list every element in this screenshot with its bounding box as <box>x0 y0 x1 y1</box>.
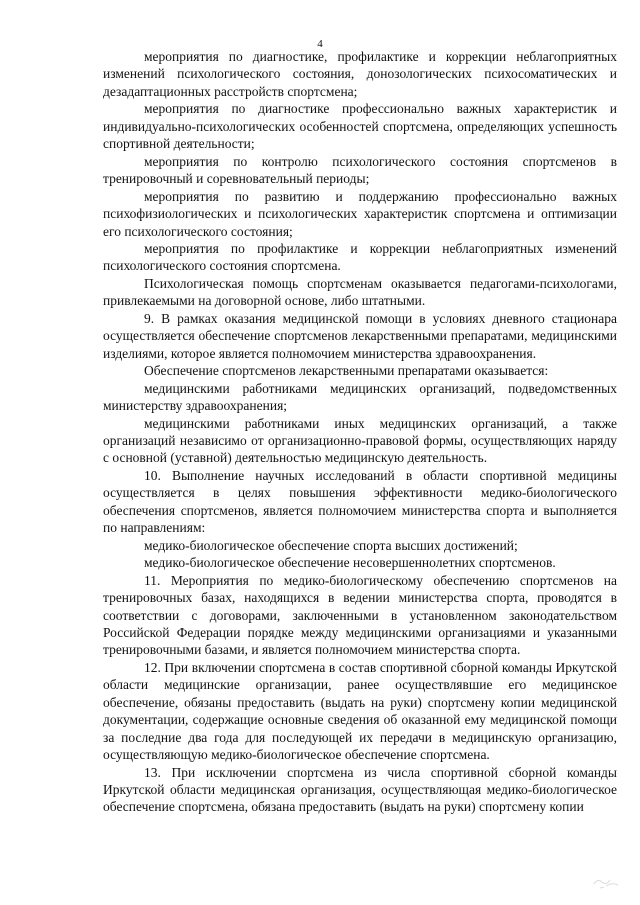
page-number: 4 <box>317 38 323 50</box>
paragraph-section-9: 9. В рамках оказания медицинской помощи в условиях дневного стационара осуществляется обеспечение спортсменов лекарственными препаратами, медицинскими изделиями, которое является полномочием министерства здравоохранения. <box>103 310 617 361</box>
paragraph: мероприятия по развитию и поддержанию профессионально важных психофизиологических и психологических характеристик спортсмена и оптимизации его психологического состояния; <box>103 188 617 239</box>
paragraph-section-13: 13. При исключении спортсмена из числа спортивной сборной команды Иркутской области медицинская организация, осуществляющая медико-биологическое обеспечение спортсмена, обязана предоставить (выдать на руки) спортсмену копии <box>103 764 617 815</box>
paragraph: мероприятия по контролю психологического состояния спортсменов в тренировочный и соревновательный периоды; <box>103 153 617 187</box>
paragraph: мероприятия по диагностике, профилактике и коррекции неблагоприятных изменений психологического состояния, донозологических психосоматических и дезадаптационных расстройств спортсмена; <box>103 49 617 99</box>
document-body <box>103 48 617 816</box>
paragraph: медицинскими работниками медицинских организаций, подведомственных министерству здравоохранения; <box>103 380 617 414</box>
scan-mark <box>592 872 622 890</box>
paragraph: мероприятия по диагностике профессионально важных характеристик и индивидуально-психологических особенностей спортсмена, определяющих успешность спортивной деятельности; <box>103 101 617 152</box>
paragraph-section-12: 12. При включении спортсмена в состав спортивной сборной команды Иркутской области медицинские организации, ранее осуществлявшие его медицинское обеспечение, обязаны предоставить (выдать на руки) спортсмену копии медицинской документации, содержащие основные сведения об оказанной ему медицинской помощи за последние два года для последующей их передачи в медицинскую организацию, осуществляющую медико-биологическое обеспечение спортсмена. <box>103 659 617 763</box>
paragraph: Обеспечение спортсменов лекарственными препаратами оказывается: <box>144 363 549 379</box>
paragraph: медико-биологическое обеспечение спорта высших достижений; <box>144 537 518 553</box>
paragraph-section-10: 10. Выполнение научных исследований в области спортивной медицины осуществляется в целях повышения эффективности медико-биологического обеспечения спортсменов, является полномочием министерства спорта и выполняется по направлениям: <box>103 467 617 536</box>
paragraph: медико-биологическое обеспечение несовершеннолетних спортсменов. <box>144 555 556 571</box>
paragraph: медицинскими работниками иных медицинских организаций, а также организаций независимо от организационно-правовой формы, осуществляющих наряду с основной (уставной) деятельностью медицинскую деятельность. <box>103 415 617 466</box>
paragraph: мероприятия по профилактике и коррекции неблагоприятных изменений психологического состояния спортсмена. <box>103 240 617 274</box>
paragraph-section-11: 11. Мероприятия по медико-биологическому обеспечению спортсменов на тренировочных базах, находящихся в ведении министерства спорта, проводятся в соответствии с договорами, заключенными в установленном законодательством Российской Федерации порядке между медицинскими организациями и указанными тренировочными базами, и является полномочием министерства спорта. <box>103 572 617 658</box>
paragraph: Психологическая помощь спортсменам оказывается педагогами-психологами, привлекаемыми на договорной основе, либо штатными. <box>103 275 617 309</box>
